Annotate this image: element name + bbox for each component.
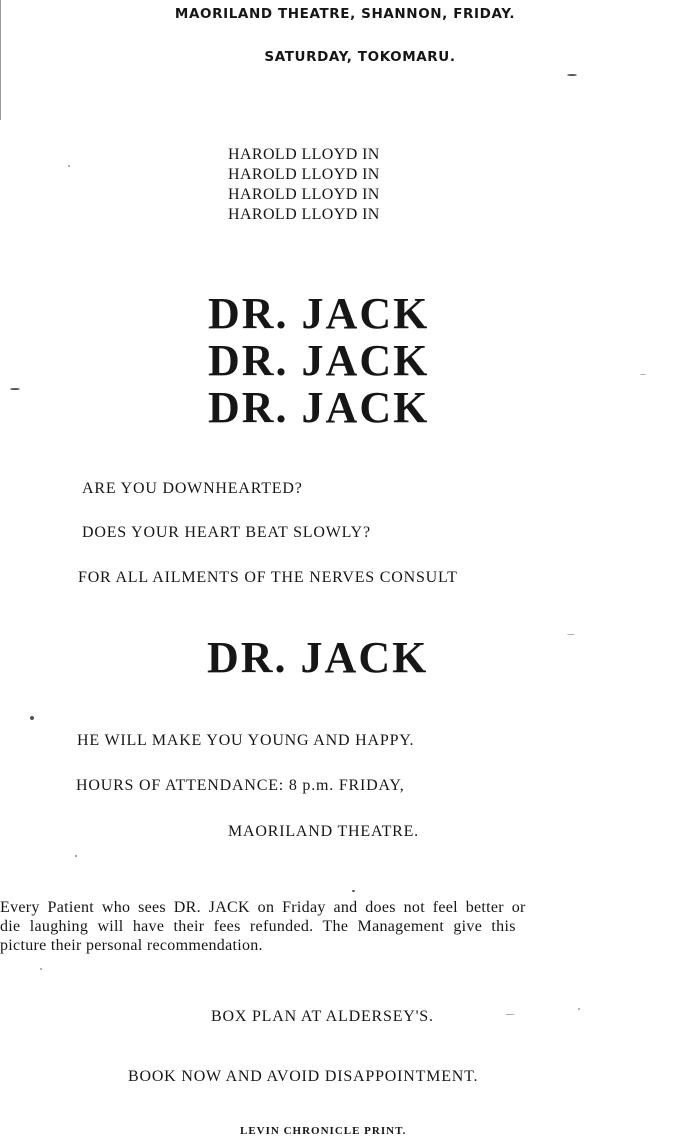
star-line: HAROLD LLOYD IN [228,206,380,223]
question-line: ARE YOU DOWNHEARTED? [82,480,303,497]
venue-line: MAORILAND THEATRE. [228,823,419,840]
question-line: DOES YOUR HEART BEAT SLOWLY? [82,524,371,541]
print-speck [352,890,355,892]
print-speck [75,855,77,857]
film-title-line: DR. JACK [208,383,430,432]
print-speck [30,716,34,720]
star-billing [228,145,380,225]
guarantee-paragraph [0,898,700,955]
question-line: FOR ALL AILMENTS OF THE NERVES CONSULT [78,569,458,586]
print-speck [10,388,20,390]
print-speck [567,74,577,76]
print-speck [68,165,70,167]
film-title-repeat: DR. JACK [207,633,429,682]
film-title-line: DR. JACK [208,336,430,385]
print-speck [567,634,575,635]
hours-line: HOURS OF ATTENDANCE: 8 p.m. FRIDAY, [76,777,405,794]
star-line: HAROLD LLOYD IN [228,186,380,203]
star-line: HAROLD LLOYD IN [228,166,380,183]
guarantee-line: Every Patient who sees DR. JACK on Friday and does not feel better or [0,899,526,916]
print-speck [640,374,646,375]
box-plan-line: BOX PLAN AT ALDERSEY'S. [211,1008,434,1025]
book-now-line: BOOK NOW AND AVOID DISAPPOINTMENT. [128,1068,479,1085]
print-speck [578,1008,580,1010]
guarantee-line: picture their personal recommendation. [0,937,263,954]
guarantee-line: die laughing will have their fees refunded. The Management give this [0,918,516,935]
print-speck [40,968,42,970]
promise-line: HE WILL MAKE YOU YOUNG AND HAPPY. [77,732,415,749]
printer-imprint: LEVIN CHRONICLE PRINT. [240,1125,407,1137]
star-line: HAROLD LLOYD IN [228,146,380,163]
second-venue-line: SATURDAY, TOKOMARU. [264,49,456,65]
film-title-block [208,290,429,431]
film-title-line: DR. JACK [208,289,430,338]
print-speck [505,1014,515,1015]
venue-header-line: MAORILAND THEATRE, SHANNON, FRIDAY. [174,6,516,22]
